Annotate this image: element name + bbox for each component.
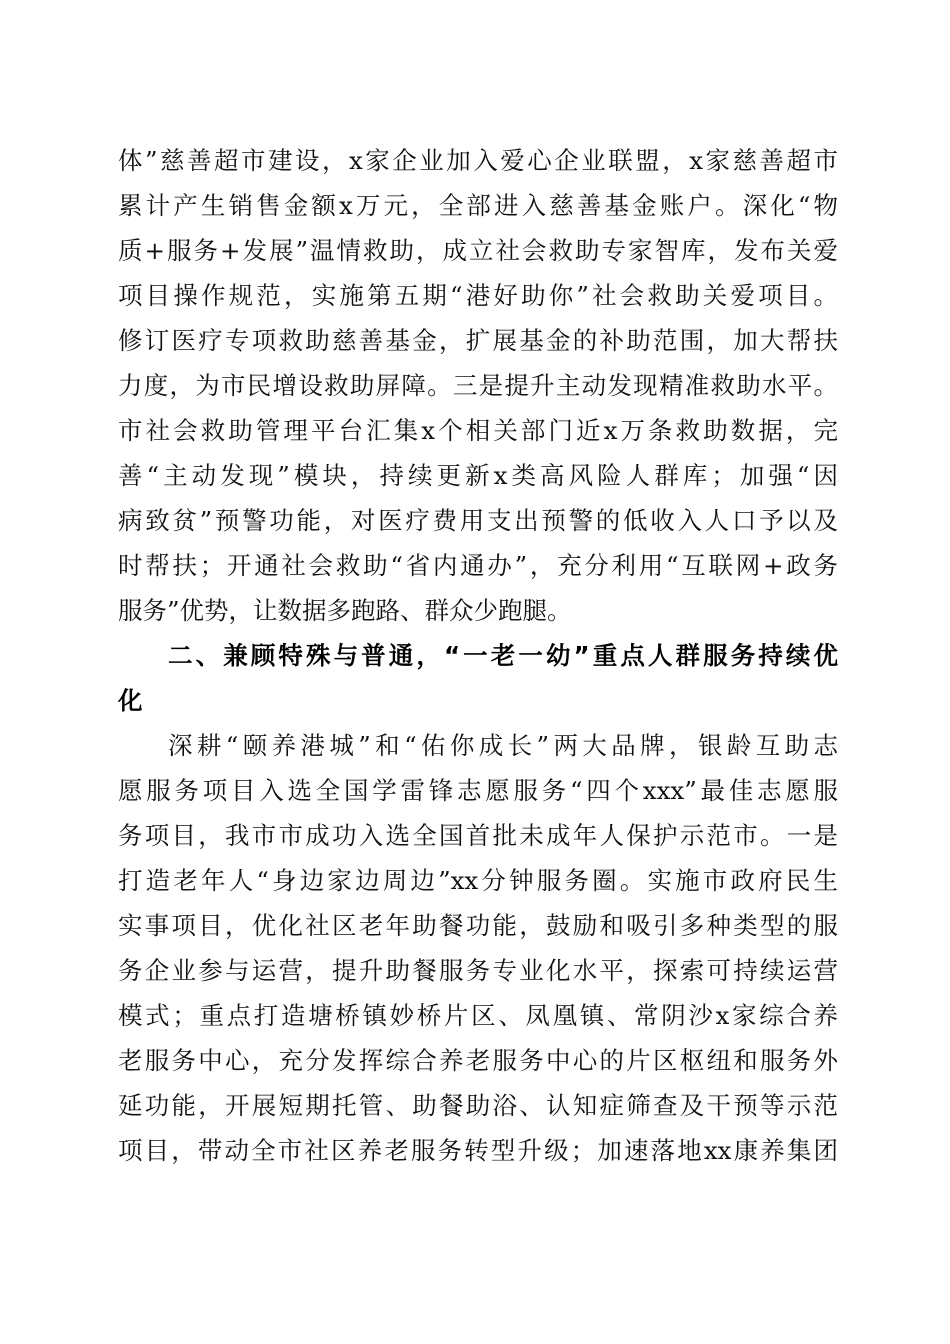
text-line: 市社会救助管理平台汇集x个相关部门近x万条救助数据，完	[118, 416, 838, 445]
text-line: 项目，带动全市社区养老服务转型升级；加速落地xx康养集团	[118, 1136, 838, 1165]
text-line: 善“主动发现”模块，持续更新x类高风险人群库；加强“因	[118, 461, 838, 490]
text-line: 务项目，我市市成功入选全国首批未成年人保护示范市。一是	[118, 821, 838, 850]
text-line: 务企业参与运营，提升助餐服务专业化水平，探索可持续运营	[118, 956, 838, 985]
text-line: 服务”优势，让数据多跑路、群众少跑腿。	[118, 596, 572, 625]
text-line: 体”慈善超市建设，x家企业加入爱心企业联盟，x家慈善超市	[118, 146, 838, 175]
text-line: 时帮扶；开通社会救助“省内通办”，充分利用“互联网+政务	[118, 551, 838, 580]
text-line: 老服务中心，充分发挥综合养老服务中心的片区枢纽和服务外	[118, 1046, 838, 1075]
text-line: 修订医疗专项救助慈善基金，扩展基金的补助范围，加大帮扶	[118, 326, 838, 355]
text-line: 深耕“颐养港城”和“佑你成长”两大品牌，银龄互助志	[168, 731, 838, 760]
text-line: 延功能，开展短期托管、助餐助浴、认知症筛查及干预等示范	[118, 1091, 838, 1120]
text-line: 实事项目，优化社区老年助餐功能，鼓励和吸引多种类型的服	[118, 911, 838, 940]
text-line: 病致贫”预警功能，对医疗费用支出预警的低收入人口予以及	[118, 506, 838, 535]
text-line: 项目操作规范，实施第五期“港好助你”社会救助关爱项目。	[118, 281, 838, 310]
text-line: 累计产生销售金额x万元，全部进入慈善基金账户。深化“物	[118, 191, 838, 220]
text-line: 模式；重点打造塘桥镇妙桥片区、凤凰镇、常阴沙x家综合养	[118, 1001, 838, 1030]
text-line: 愿服务项目入选全国学雷锋志愿服务“四个xxx”最佳志愿服	[118, 776, 838, 805]
heading-line: 二、兼顾特殊与普通，“一老一幼”重点人群服务持续优	[168, 641, 838, 670]
heading-line: 化	[118, 686, 143, 715]
text-line: 打造老年人“身边家边周边”xx分钟服务圈。实施市政府民生	[118, 866, 838, 895]
text-line: 质+服务+发展”温情救助，成立社会救助专家智库，发布关爱	[118, 236, 838, 265]
text-line: 力度，为市民增设救助屏障。三是提升主动发现精准救助水平。	[118, 371, 838, 400]
